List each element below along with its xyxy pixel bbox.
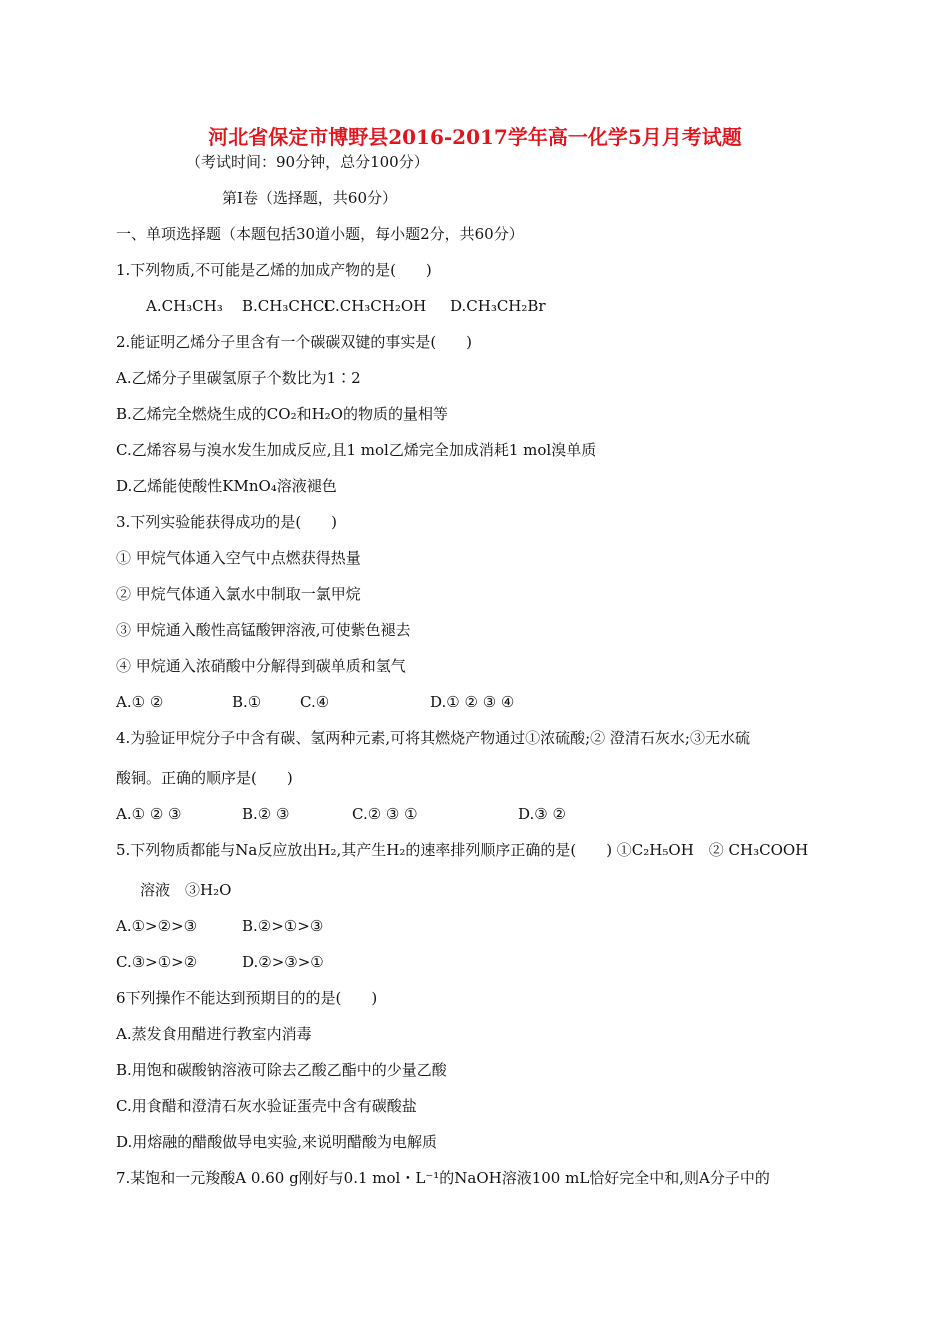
q3-option-a: A.① ② (116, 693, 164, 711)
q3-options (116, 692, 514, 712)
q5-options-row2 (116, 952, 324, 972)
q3-statement-4: ④ 甲烷通入浓硝酸中分解得到碳单质和氢气 (116, 657, 406, 675)
q1-option-b: B.CH₃CHCl (242, 297, 330, 315)
q6-option-a: A.蒸发食用醋进行教室内消毒 (116, 1025, 312, 1043)
q4-option-c: C.② ③ ① (352, 805, 418, 823)
q4-stem-line2: 酸铜。正确的顺序是( ) (116, 769, 293, 787)
q5-options-row1 (116, 916, 323, 936)
q1-option-d: D.CH₃CH₂Br (450, 297, 546, 315)
q2-option-d: D.乙烯能使酸性KMnO₄溶液褪色 (116, 477, 337, 495)
q5-option-c: C.③>①>② (116, 953, 198, 971)
q4-option-a: A.① ② ③ (116, 805, 182, 823)
q5-option-b: B.②>①>③ (242, 917, 324, 935)
q5-option-a: A.①>②>③ (116, 917, 198, 935)
q2-stem: 2.能证明乙烯分子里含有一个碳碳双键的事实是( ) (116, 333, 473, 351)
q4-option-b: B.② ③ (242, 805, 290, 823)
q3-statement-3: ③ 甲烷通入酸性高锰酸钾溶液,可使紫色褪去 (116, 621, 411, 639)
q3-option-b: B.① (232, 693, 262, 711)
q3-option-c: C.④ (300, 693, 330, 711)
q4-stem-line1: 4.为验证甲烷分子中含有碳、氢两种元素,可将其燃烧产物通过①浓硫酸;② 澄清石灰水;③无水硫 (116, 729, 750, 747)
q1-options (146, 296, 546, 316)
q5-stem-line1: 5.下列物质都能与Na反应放出H₂,其产生H₂的速率排列顺序正确的是( ) ①C₂H₅OH ② CH₃COOH (116, 841, 809, 859)
q5-option-d: D.②>③>① (242, 953, 324, 971)
q5-stem-line2: 溶液 ③H₂O (140, 881, 232, 899)
q3-stem: 3.下列实验能获得成功的是( ) (116, 513, 338, 531)
q6-stem: 6下列操作不能达到预期目的的是( ) (116, 989, 378, 1007)
q6-option-b: B.用饱和碳酸钠溶液可除去乙酸乙酯中的少量乙酸 (116, 1061, 447, 1079)
section-heading: 一、单项选择题（本题包括30道小题，每小题2分，共60分） (116, 225, 524, 243)
page-title: 河北省保定市博野县2016-2017学年高一化学5月月考试题 (208, 125, 742, 149)
q2-option-b: B.乙烯完全燃烧生成的CO₂和H₂O的物质的量相等 (116, 405, 448, 423)
exam-info: （考试时间：90分钟，总分100分） (186, 153, 429, 171)
q4-option-d: D.③ ② (518, 805, 566, 823)
q6-option-c: C.用食醋和澄清石灰水验证蛋壳中含有碳酸盐 (116, 1097, 417, 1115)
q1-stem: 1.下列物质,不可能是乙烯的加成产物的是( ) (116, 261, 432, 279)
q1-option-a: A.CH₃CH₃ (146, 297, 223, 315)
q7-stem: 7.某饱和一元羧酸A 0.60 g刚好与0.1 mol・L⁻¹的NaOH溶液100 mL恰好完全中和,则A分子中的 (116, 1169, 770, 1187)
q3-option-d: D.① ② ③ ④ (430, 693, 515, 711)
q4-options (116, 804, 566, 824)
q2-option-a: A.乙烯分子里碳氢原子个数比为1∶2 (116, 369, 361, 387)
q6-option-d: D.用熔融的醋酸做导电实验,来说明醋酸为电解质 (116, 1133, 438, 1151)
q3-statement-2: ② 甲烷气体通入氯水中制取一氯甲烷 (116, 585, 361, 603)
q1-option-c: C.CH₃CH₂OH (324, 297, 427, 315)
volume-heading: 第Ⅰ卷（选择题，共60分） (222, 189, 398, 207)
q2-option-c: C.乙烯容易与溴水发生加成反应,且1 mol乙烯完全加成消耗1 mol溴单质 (116, 441, 597, 459)
q3-statement-1: ① 甲烷气体通入空气中点燃获得热量 (116, 549, 361, 567)
